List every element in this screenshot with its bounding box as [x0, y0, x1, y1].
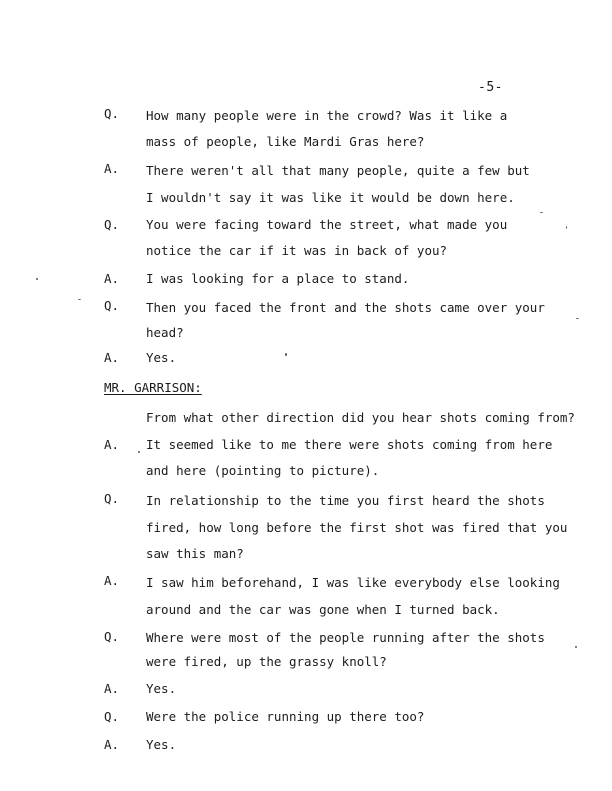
transcript-line: were fired, up the grassy knoll? — [146, 654, 387, 669]
speaker-label: Q. — [104, 217, 120, 232]
transcript-line: and here (pointing to picture). — [146, 463, 380, 478]
scan-speck — [78, 299, 81, 300]
transcript-line: notice the car if it was in back of you? — [146, 243, 448, 258]
transcript-line: Where were most of the people running after the shots — [146, 630, 545, 645]
transcript-line: fired, how long before the first shot was fired that you — [146, 520, 568, 535]
transcript-line: From what other direction did you hear shots coming from? — [146, 410, 575, 425]
scan-speck — [576, 318, 579, 319]
scan-speck — [540, 212, 543, 213]
scan-speck — [138, 451, 140, 453]
transcript-line: Yes. — [146, 350, 177, 365]
speaker-label: A. — [104, 737, 120, 752]
speaker-label: Q. — [104, 491, 120, 506]
transcript-line: I saw him beforehand, I was like everybody else looking — [146, 575, 560, 590]
speaker-label: Q. — [104, 629, 120, 644]
speaker-label: Q. — [104, 298, 120, 313]
transcript-line: I wouldn't say it was like it would be down here. — [146, 190, 515, 205]
scan-speck — [36, 278, 38, 280]
transcript-line: Yes. — [146, 681, 177, 696]
speaker-label: A. — [104, 161, 120, 176]
transcript-line: It seemed like to me there were shots coming from here — [146, 437, 553, 452]
speaker-heading: MR. GARRISON: — [104, 380, 202, 395]
transcript-line: You were facing toward the street, what made you — [146, 217, 508, 232]
scan-speck — [575, 646, 577, 648]
transcript-line: Were the police running up there too? — [146, 709, 425, 724]
transcript-line: around and the car was gone when I turned back. — [146, 602, 500, 617]
transcript-line: In relationship to the time you first heard the shots — [146, 493, 545, 508]
transcript-line: I was looking for a place to stand. — [146, 271, 410, 286]
transcript-line: Yes. — [146, 737, 177, 752]
transcript-line: saw this man? — [146, 546, 244, 561]
scan-speck — [285, 353, 287, 356]
speaker-label: A. — [104, 573, 120, 588]
transcript-line: How many people were in the crowd? Was it like a — [146, 108, 508, 123]
page-number: -5- — [478, 80, 503, 95]
speaker-label: A. — [104, 271, 120, 286]
speaker-label: Q. — [104, 709, 120, 724]
speaker-label: Q. — [104, 106, 120, 121]
speaker-label: A. — [104, 350, 120, 365]
scan-speck — [566, 226, 567, 229]
speaker-label: A. — [104, 437, 120, 452]
transcript-line: mass of people, like Mardi Gras here? — [146, 134, 425, 149]
transcript-line: head? — [146, 325, 184, 340]
transcript-line: Then you faced the front and the shots came over your — [146, 300, 545, 315]
speaker-label: A. — [104, 681, 120, 696]
transcript-line: There weren't all that many people, quite a few but — [146, 163, 530, 178]
